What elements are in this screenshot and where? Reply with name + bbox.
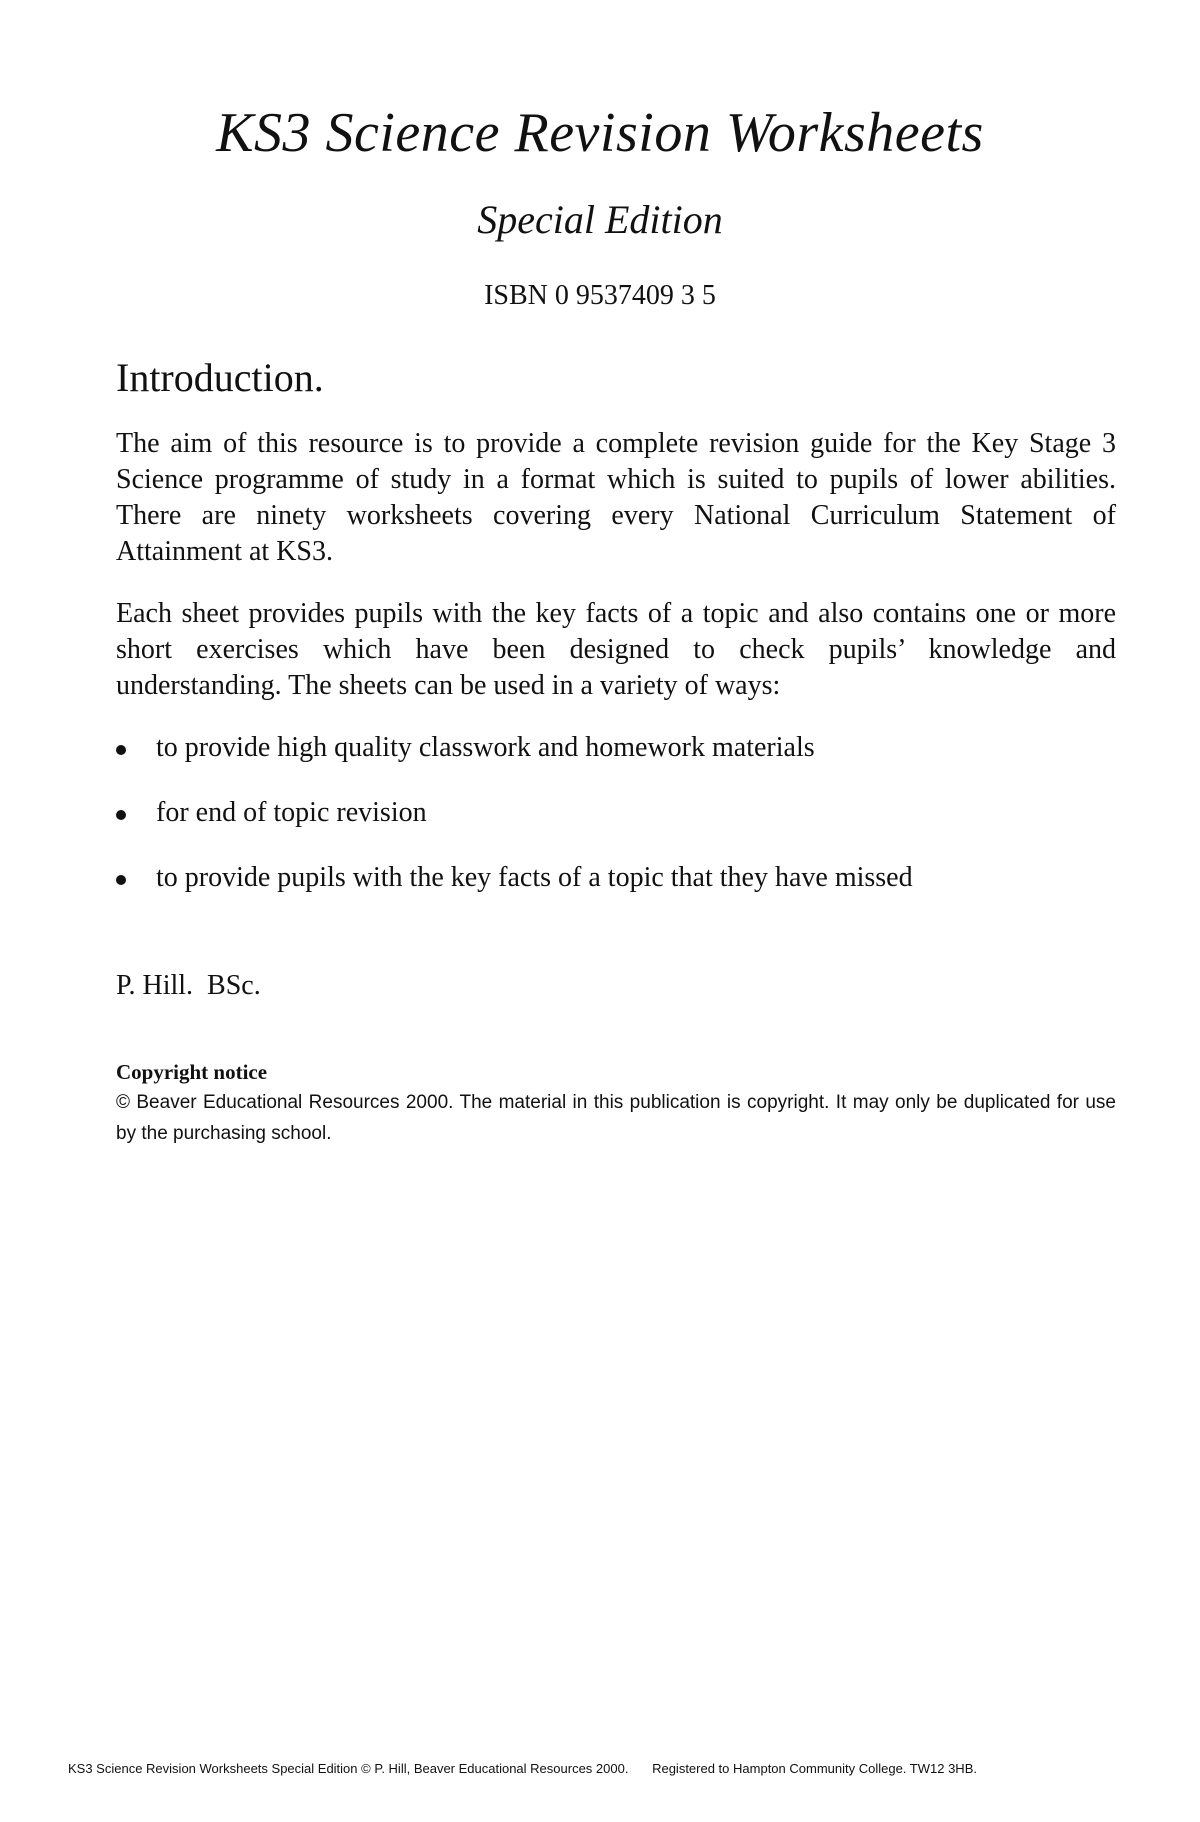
bullet-icon xyxy=(116,810,126,820)
bullet-icon xyxy=(116,875,126,885)
author-signature: P. Hill. BSc. xyxy=(116,970,261,1001)
list-item xyxy=(116,860,1116,896)
list-item-text: for end of topic revision xyxy=(156,797,427,828)
list-item xyxy=(116,730,1116,766)
section-heading: Introduction. xyxy=(116,355,324,400)
usage-bullet-list xyxy=(116,730,1116,925)
list-item xyxy=(116,795,1116,831)
bullet-icon xyxy=(116,745,126,755)
intro-paragraph-2: Each sheet provides pupils with the key facts of a topic and also contains one or more short exercises which have been designed to check pupils’ knowledge and understanding. The sheets can be used in a variety of ways: xyxy=(116,598,1116,701)
footer-copyright: KS3 Science Revision Worksheets Special Edition © P. Hill, Beaver Educational Resources 2000. xyxy=(68,1761,629,1776)
list-item-text: to provide high quality classwork and homework materials xyxy=(156,732,815,763)
document-subtitle: Special Edition xyxy=(477,197,723,242)
isbn-number: ISBN 0 9537409 3 5 xyxy=(484,280,716,311)
copyright-text: © Beaver Educational Resources 2000. The material in this publication is copyright. It may only be duplicated for use by the purchasing school. xyxy=(116,1092,1116,1144)
intro-paragraph-1: The aim of this resource is to provide a complete revision guide for the Key Stage 3 Science programme of study in a format which is suited to pupils of lower abilities. There are ninety worksheets covering every National Curriculum Statement of Attainment at KS3. xyxy=(116,428,1116,567)
page-footer xyxy=(68,1760,1168,1778)
copyright-heading: Copyright notice xyxy=(116,1060,268,1084)
footer-registration: Registered to Hampton Community College. TW12 3HB. xyxy=(652,1761,977,1776)
document-title: KS3 Science Revision Worksheets xyxy=(216,102,984,164)
list-item-text: to provide pupils with the key facts of a topic that they have missed xyxy=(156,862,913,893)
